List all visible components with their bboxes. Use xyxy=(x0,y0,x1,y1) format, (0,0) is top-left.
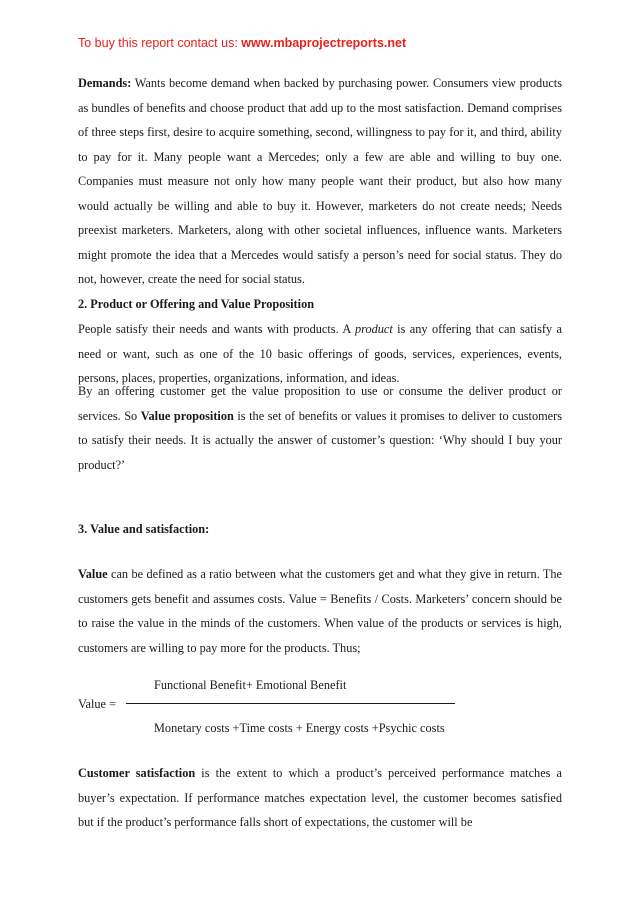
product-term: product xyxy=(354,322,393,336)
customer-satisfaction-term: Customer satisfaction xyxy=(78,766,196,780)
demands-paragraph xyxy=(78,71,562,292)
header-prefix: To buy this report contact us: xyxy=(78,36,242,50)
section2-p1-before: People satisfy their needs and wants with products. A xyxy=(78,322,355,336)
value-proposition-term: Value proposition xyxy=(140,408,234,423)
formula-numerator: Functional Benefit+ Emotional Benefit xyxy=(154,678,347,692)
section2-p2-before: By an offering customer get the value proposition to use or consume the deliver product or services. So xyxy=(78,384,562,423)
section3-paragraph-1 xyxy=(78,562,562,660)
section2-heading: 2. Product or Offering and Value Proposition xyxy=(78,297,315,311)
page-header xyxy=(78,36,406,50)
value-term: Value xyxy=(78,567,108,581)
section2-p1-after: is any offering that can satisfy a need or want, such as one of the 10 basic offerings of goods, services, experiences, events, persons, places, properties, organizations, information, and ideas. xyxy=(78,322,562,385)
section3-p1-after: can be defined as a ratio between what the customers get and what they give in return. The customers gets benefit and assumes costs. Value = Benefits / Costs. Marketers’ concern should be to raise the value in the minds of the customers. When value of the products or services is high, customers are willing to pay more for the products. Thus; xyxy=(78,567,562,655)
formula-denominator: Monetary costs +Time costs + Energy costs +Psychic costs xyxy=(154,721,445,735)
section2-paragraph-2 xyxy=(78,379,562,477)
formula-lhs: Value = xyxy=(78,697,117,711)
section2-p2-after: is the set of benefits or values it promises to deliver to customers to satisfy their needs. It is actually the answer of customer’s question: ‘Why should I buy your product?’ xyxy=(78,408,562,472)
header-url-link[interactable]: www.mbaprojectreports.net xyxy=(241,36,407,50)
section3-paragraph-2 xyxy=(78,761,562,835)
demands-label: Demands: xyxy=(78,76,132,90)
demands-text: Wants become demand when backed by purchasing power. Consumers view products as bundles of benefits and choose product that add up to the most satisfaction. Demand comprises of three steps first, desire to acquire something, second, willingness to pay for it, and third, ability to pay for it. Many people want a Mercedes; only a few are able and willing to buy one. Companies must measure not only how many people want their product, but also how many would actually be willing and able to buy it. However, marketers do not create needs; Needs preexist marketers. Marketers, along with other societal influences, influence wants. Marketers might promote the idea that a Mercedes would satisfy a person’s need for social status. They do not, however, create the need for social status. xyxy=(78,76,562,286)
section3-heading: 3. Value and satisfaction: xyxy=(78,522,210,536)
fraction-line xyxy=(126,703,455,704)
section3-p2-after: is the extent to which a product’s perceived performance matches a buyer’s expectation. If performance matches expectation level, the customer becomes satisfied but if the product’s performance falls short of expectations, the customer will be xyxy=(78,766,562,829)
